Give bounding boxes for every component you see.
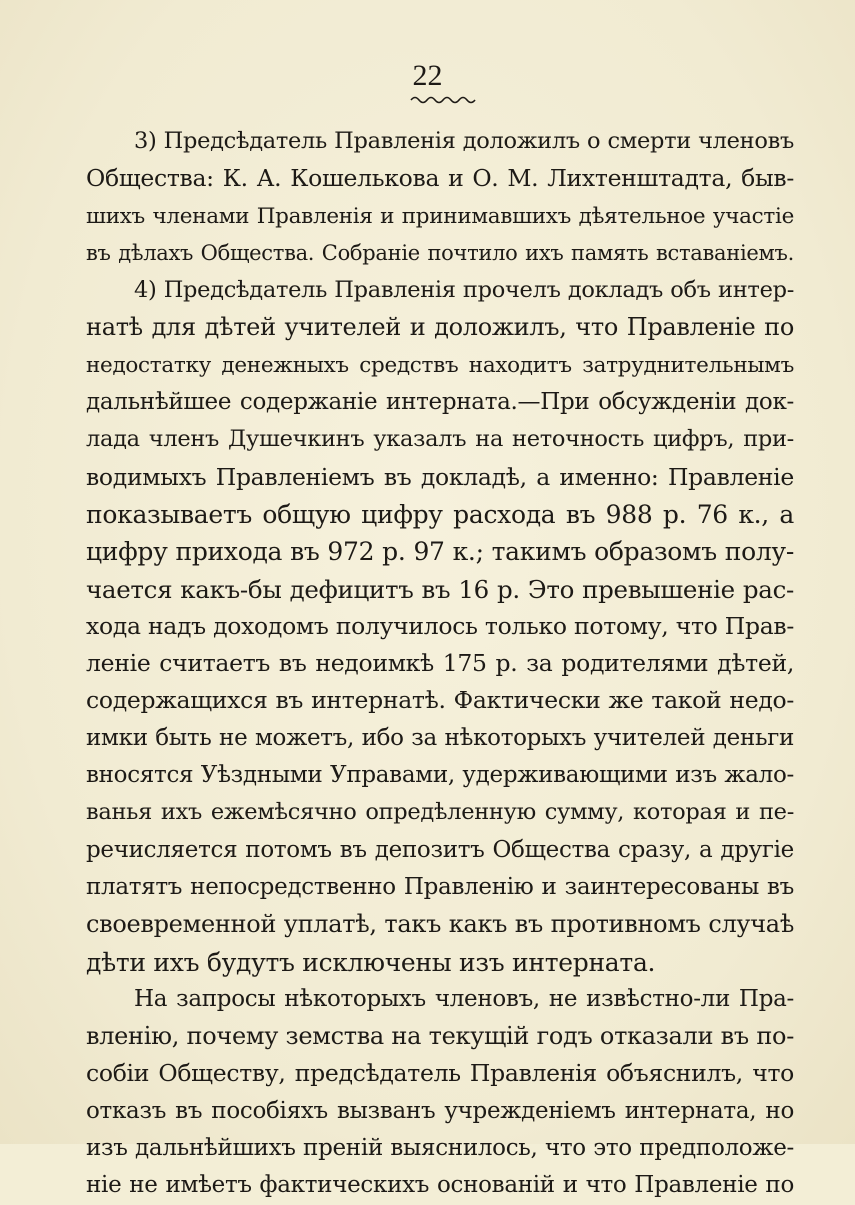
- text-line: Общества: К. А. Кошелькова и О. М. Лихтенштадта, быв-: [86, 164, 794, 193]
- text-line: лада членъ Душечкинъ указалъ на неточность цифръ, при-: [86, 426, 794, 453]
- body-text: [86, 123, 794, 1205]
- page-number: 22: [412, 59, 443, 92]
- text-line: въ дѣлахъ Общества. Собраніе почтило ихъ память вставаніемъ.: [86, 240, 794, 265]
- text-line: дальнѣйшее содержаніе интерната.—При обсужденіи док-: [86, 389, 794, 416]
- text-line: дѣти ихъ будутъ исключены изъ интерната.: [86, 947, 656, 977]
- text-line: содержащихся въ интернатѣ. Фактически же такой недо-: [86, 686, 794, 715]
- text-line: платятъ непосредственно Правленію и заинтересованы въ: [86, 873, 794, 900]
- text-line: показываетъ общую цифру расхода въ 988 р. 76 к., а: [86, 499, 794, 529]
- text-line: изъ дальнѣйшихъ преній выяснилось, что это предположе-: [86, 1135, 794, 1162]
- text-line: собіи Обществу, предсѣдатель Правленія объяснилъ, что: [86, 1059, 794, 1088]
- text-line: леніе считаетъ въ недоимкѣ 175 р. за родителями дѣтей,: [86, 649, 794, 678]
- text-line: речисляется потомъ въ депозитъ Общества сразу, а другіе: [86, 836, 794, 863]
- text-line: недостатку денежныхъ средствъ находитъ затруднительнымъ: [86, 352, 794, 378]
- wavy-ornament: [410, 94, 476, 106]
- text-line: хода надъ доходомъ получилось только потому, что Прав-: [86, 611, 794, 640]
- text-line: своевременной уплатѣ, такъ какъ въ противномъ случаѣ: [86, 910, 794, 939]
- text-line: 3) Предсѣдатель Правленія доложилъ о смерти членовъ: [134, 128, 794, 154]
- text-line: 4) Предсѣдатель Правленія прочелъ докладъ объ интер-: [134, 277, 794, 304]
- text-line: водимыхъ Правленіемъ въ докладѣ, а именно: Правленіе: [86, 462, 794, 491]
- text-line: чается какъ-бы дефицитъ въ 16 р. Это превышеніе рас-: [86, 574, 794, 604]
- text-line: натѣ для дѣтей учителей и доложилъ, что Правленіе по: [86, 313, 794, 342]
- text-line: цифру прихода въ 972 р. 97 к.; такимъ образомъ полу-: [86, 537, 794, 567]
- text-line: На запросы нѣкоторыхъ членовъ, не извѣстно-ли Пра-: [134, 985, 794, 1012]
- text-line: ніе не имѣетъ фактическихъ основаній и что Правленіе по: [86, 1172, 794, 1199]
- text-line: отказъ въ пособіяхъ вызванъ учрежденіемъ интерната, но: [86, 1097, 794, 1124]
- text-line: вленію, почему земства на текущій годъ отказали въ по-: [86, 1022, 794, 1051]
- text-line: имки быть не можетъ, ибо за нѣкоторыхъ учителей деньги: [86, 724, 794, 751]
- text-line: вносятся Уѣздными Управами, удерживающими изъ жало-: [86, 762, 794, 789]
- text-line: ванья ихъ ежемѣсячно опредѣленную сумму, которая и пе-: [86, 799, 794, 826]
- text-line: шихъ членами Правленія и принимавшихъ дѣятельное участіе: [86, 203, 794, 229]
